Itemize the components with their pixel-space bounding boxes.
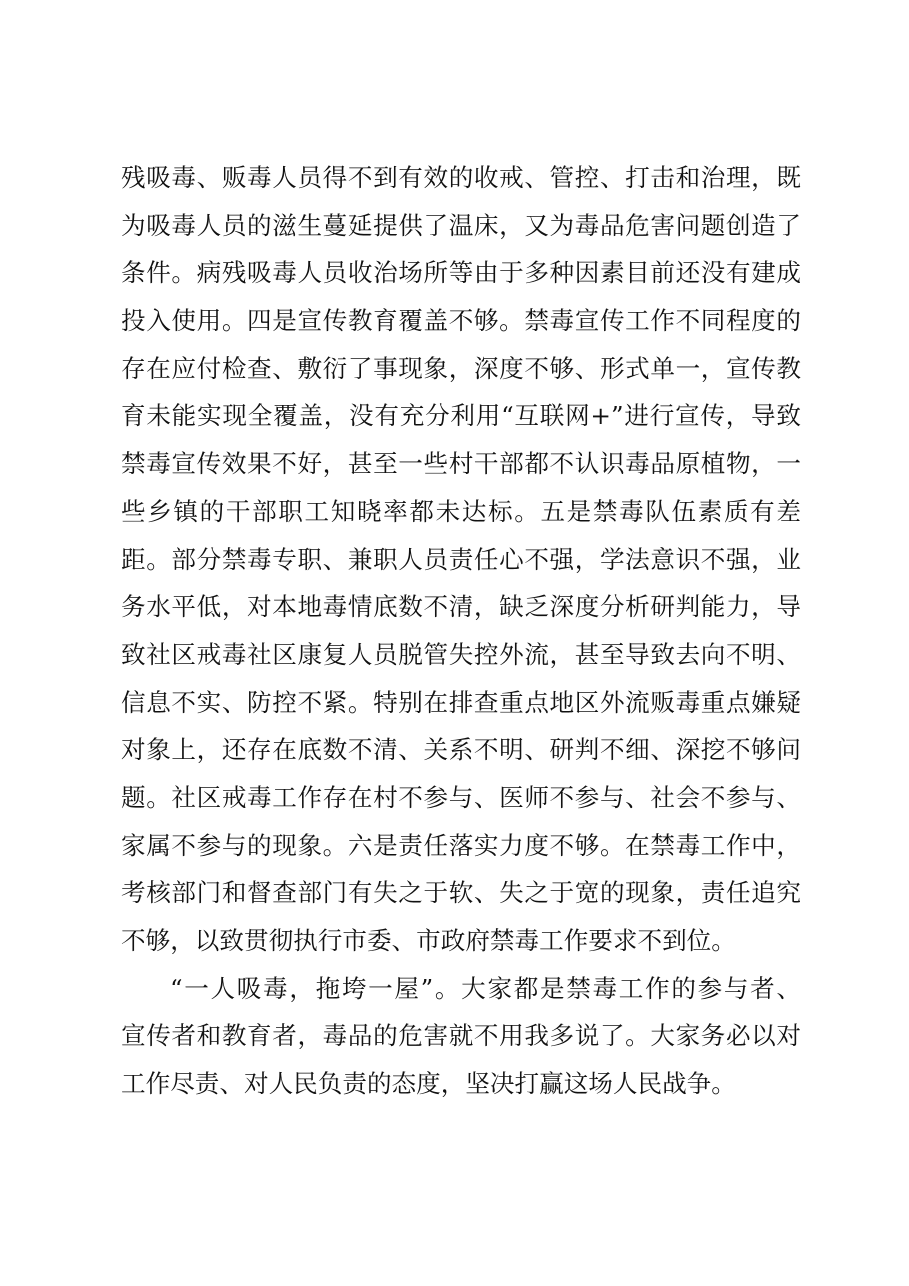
text-line: 致社区戒毒社区康复人员脱管失控外流，甚至导致去向不明、 (121, 639, 801, 669)
body-text (121, 154, 801, 1108)
text-line: 不够，以致贯彻执行市委、市政府禁毒工作要求不到位。 (121, 926, 736, 955)
text-line: 题。社区戒毒工作存在村不参与、医师不参与、社会不参与、 (121, 782, 801, 812)
text-line: 条件。病残吸毒人员收治场所等由于多种因素目前还没有建成 (121, 258, 801, 288)
text-line: 对象上，还存在底数不清、关系不明、研判不细、深挖不够问 (121, 735, 801, 765)
text-line: 些乡镇的干部职工知晓率都未达标。五是禁毒队伍素质有差 (121, 496, 801, 526)
text-line: 距。部分禁毒专职、兼职人员责任心不强，学法意识不强，业 (121, 544, 801, 574)
text-line: 宣传者和教育者，毒品的危害就不用我多说了。大家务必以对 (121, 1021, 801, 1051)
text-line: 残吸毒、贩毒人员得不到有效的收戒、管控、打击和治理，既 (121, 163, 801, 192)
text-line: 为吸毒人员的滋生蔓延提供了温床，又为毒品危害问题创造了 (121, 210, 801, 240)
text-line: 家属不参与的现象。六是责任落实力度不够。在禁毒工作中， (121, 830, 801, 860)
text-line: 工作尽责、对人民负责的态度，坚决打赢这场人民战争。 (121, 1069, 736, 1099)
text-line: 考核部门和督查部门有失之于软、失之于宽的现象，责任追究 (121, 878, 801, 908)
text-line: “一人吸毒，拖垮一屋”。大家都是禁毒工作的参与者、 (170, 973, 801, 1003)
text-line: 禁毒宣传效果不好，甚至一些村干部都不认识毒品原植物，一 (121, 449, 801, 479)
text-line: 存在应付检查、敷衍了事现象，深度不够、形式单一，宣传教 (121, 353, 801, 383)
text-line: 投入使用。四是宣传教育覆盖不够。禁毒宣传工作不同程度的 (121, 306, 801, 336)
text-line: 育未能实现全覆盖，没有充分利用“互联网+”进行宣传，导致 (121, 401, 801, 431)
text-line: 信息不实、防控不紧。特别在排查重点地区外流贩毒重点嫌疑 (121, 687, 801, 717)
text-line: 务水平低，对本地毒情底数不清，缺乏深度分析研判能力，导 (121, 592, 801, 622)
